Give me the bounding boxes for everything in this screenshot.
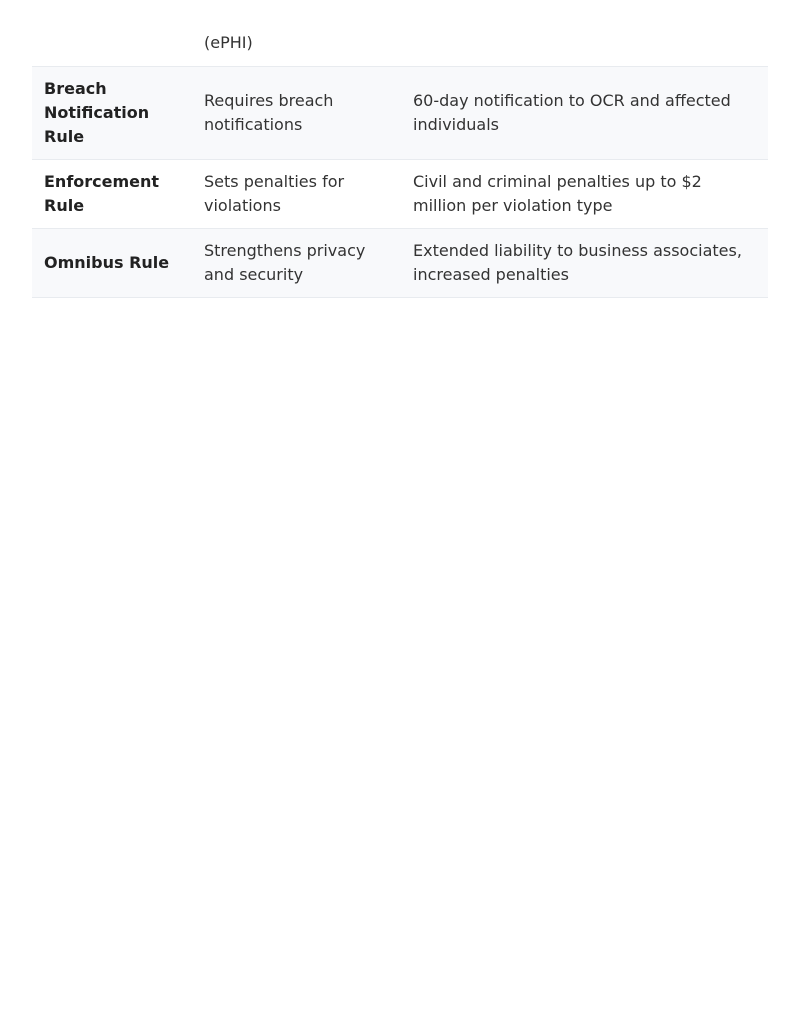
rule-name-cell [32,0,192,67]
table-row-enforcement [32,160,768,229]
rule-name-cell: Breach Notification Rule [32,67,192,160]
purpose-cell: Sets penalties for violations [192,160,401,229]
details-cell: Civil and criminal penalties up to $2 million per violation type [401,160,768,229]
rule-name-cell: Omnibus Rule [32,229,192,298]
rule-name-cell: Enforcement Rule [32,160,192,229]
purpose-cell: Strengthens privacy and security [192,229,401,298]
details-cell: 60-day notification to OCR and affected individuals [401,67,768,160]
details-cell: Extended liability to business associates, increased penalties [401,229,768,298]
purpose-cell: Requires breach notifications [192,67,401,160]
details-cell [401,0,768,67]
purpose-cell: (ePHI) [192,0,401,67]
hipaa-rules-table [32,0,768,298]
table-row-breach-notification [32,67,768,160]
document-page [32,0,768,298]
table-row-continuation [32,0,768,67]
table-row-omnibus [32,229,768,298]
